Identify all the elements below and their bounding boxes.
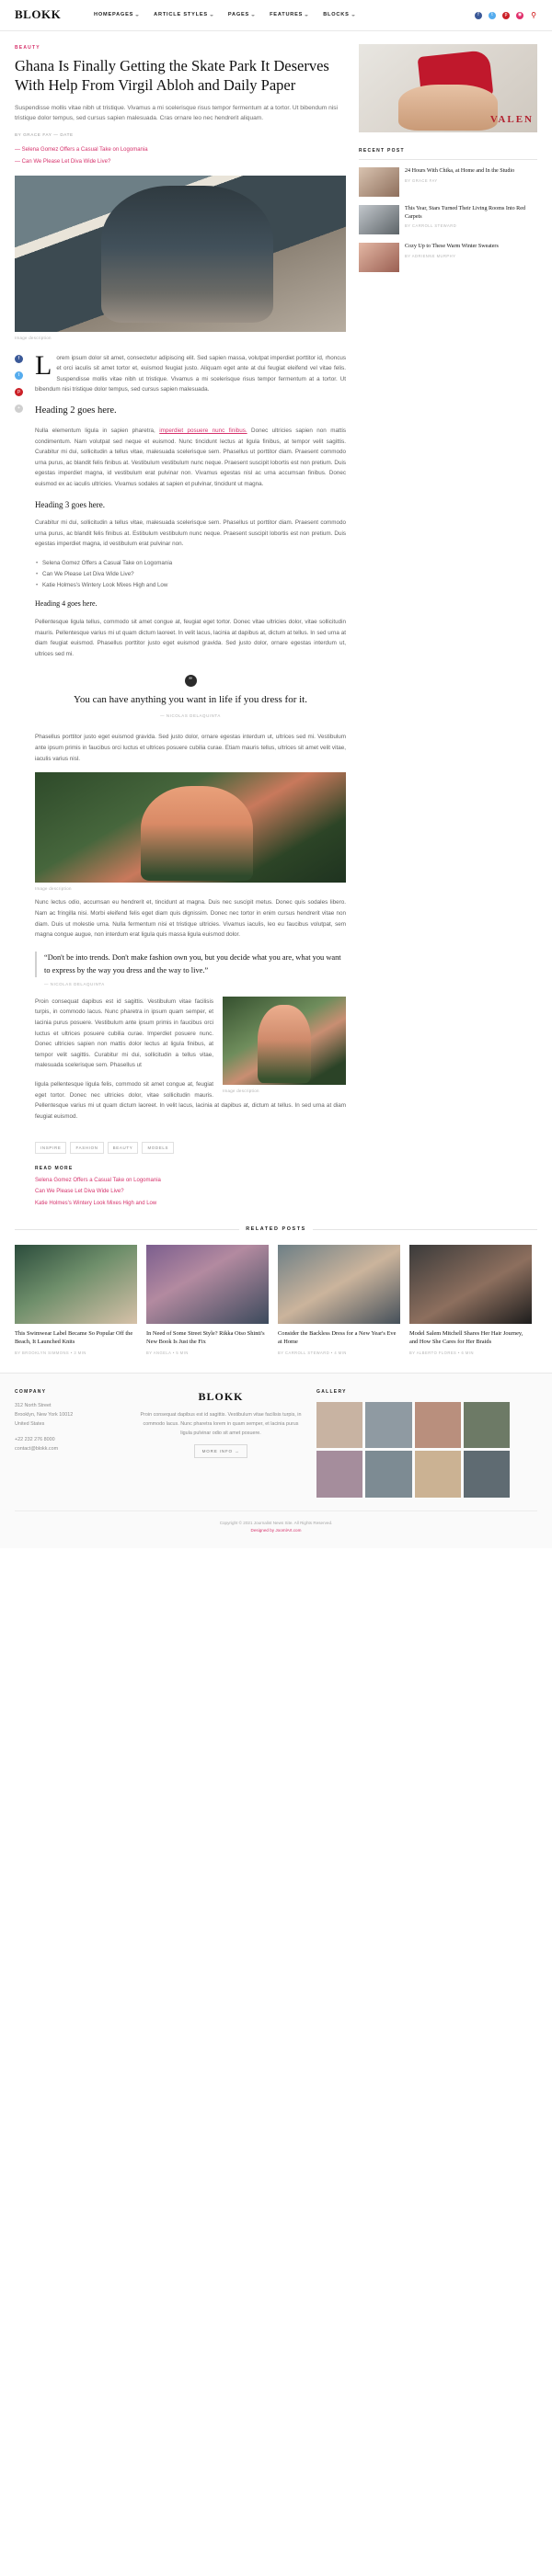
drop-cap: L	[35, 349, 52, 381]
related-card-meta: BY ANGELA • 5 MIN	[146, 1350, 189, 1355]
article-byline: BY GRACE FAY — DATE	[15, 131, 74, 137]
mid-caption: Image description	[35, 886, 72, 892]
gallery-thumb[interactable]	[415, 1402, 461, 1448]
recent-post-heading: RECENT POST	[359, 147, 537, 160]
related-heading-row	[15, 1225, 537, 1234]
gallery-thumb[interactable]	[316, 1402, 362, 1448]
blockquote: “Don't be into trends. Don't make fashion own you, but you decide what you are, what you want to express by the way you dress and the way to live.”	[35, 952, 346, 977]
divider-left	[15, 1229, 239, 1230]
related-posts-section	[0, 1211, 552, 1356]
recent-post-title: 24 Hours With Chika, at Home and In the Studio	[405, 168, 515, 174]
inline-related-links	[15, 146, 346, 166]
related-card-image	[409, 1245, 532, 1324]
more-info-button[interactable]: MORE INFO →	[194, 1444, 248, 1458]
related-card-image	[15, 1245, 137, 1324]
advertisement-banner[interactable]	[359, 44, 537, 132]
hero-image	[15, 176, 346, 332]
gallery-thumb[interactable]	[464, 1451, 510, 1497]
related-card-meta: BY ALBERTO FLORES • 6 MIN	[409, 1350, 474, 1355]
read-more-link[interactable]: Can We Please Let Diva Wide Live?	[35, 1189, 124, 1195]
side-figure	[223, 997, 346, 1094]
bullet-list	[35, 558, 346, 590]
footer-gallery-heading: GALLERY	[316, 1389, 347, 1396]
footer-columns	[15, 1388, 537, 1498]
content-wrapper	[0, 31, 552, 1211]
footer-company-heading: COMPANY	[15, 1389, 47, 1396]
footer-phone[interactable]: +22 232 276 8000	[15, 1437, 55, 1443]
related-card-image	[146, 1245, 269, 1324]
list-item[interactable]: • Katie Holmes's Wintery Look Mixes High and Low	[35, 580, 346, 591]
chevron-down-icon	[135, 15, 139, 17]
paragraph-3: Curabitur mi dui, sollicitudin a tellus vitae, malesuada scelerisque sem. Phasellus ut porttitor diam. Praesent commodo urna purus, ac blandit felis finibus at. Estibulum vestibulum nunc neque. Praesent suscipit lobortis est non pretium. Duis egestas imperdiet magna, id vestibulum erat pulvinar non.	[35, 519, 346, 548]
related-card-image	[278, 1245, 400, 1324]
paragraph-7: Proin consequat dapibus est id sagittis. Vestibulum vitae facilisis turpis, in commodo lacus. Nunc pharetra in ipsum quam semper, et lacinia purus posuere. Vestibulum ante ipsum primis in faucibus orci luctus et ultrices posuere cubilia curae. Imperdiet posuere nunc. Donec ultricies sapien non mattis dolor lectus at ligula finibus, at tempor velit sagittis. Curabitur mi dui, sollicitudin a tellus vitae, malesuada scelerisque sem. Phasellus ut	[35, 997, 213, 1069]
tag[interactable]: FASHION	[70, 1142, 103, 1154]
article-column	[15, 44, 346, 1211]
chevron-down-icon	[251, 15, 255, 17]
share-facebook-icon[interactable]: f	[15, 355, 23, 363]
hero-figure	[15, 176, 346, 341]
gallery-thumb[interactable]	[365, 1402, 411, 1448]
heading-3: Heading 3 goes here.	[35, 499, 105, 509]
site-logo[interactable]: BLOKK	[15, 7, 62, 22]
ad-wordmark: VALEN	[489, 114, 534, 126]
recent-post-meta: BY ADRIENNE MURPHY	[405, 253, 456, 258]
quote-icon: ”	[185, 675, 197, 687]
body-with-share-rail	[15, 349, 346, 1212]
pullquote-text: You can have anything you want in life if you dress for it.	[74, 693, 307, 705]
share-rail	[15, 353, 28, 413]
gallery-thumb[interactable]	[464, 1402, 510, 1448]
divider-right	[313, 1229, 537, 1230]
instagram-icon[interactable]: ◉	[517, 12, 523, 17]
share-pinterest-icon[interactable]: p	[15, 388, 23, 396]
read-more-link[interactable]: Selena Gomez Offers a Casual Take on Logomania	[35, 1177, 161, 1183]
nav-item-article-styles[interactable]	[154, 11, 213, 19]
copyright-line-1: Copyright © 2021 Journalist News Site. All Rights Reserved.	[219, 1520, 333, 1525]
nav-label: FEATURES	[270, 12, 304, 18]
paragraph-intro	[35, 349, 346, 396]
related-card[interactable]	[15, 1245, 137, 1356]
nav-label: BLOCKS	[323, 12, 350, 18]
gallery-thumb[interactable]	[365, 1451, 411, 1497]
list-item[interactable]	[359, 243, 537, 272]
recent-post-meta: BY CARROLL STEWARD	[405, 223, 457, 229]
gallery-thumb[interactable]	[415, 1451, 461, 1497]
list-item[interactable]: • Selena Gomez Offers a Casual Take on Logomania	[35, 558, 346, 569]
footer-gallery	[316, 1388, 510, 1498]
share-twitter-icon[interactable]: t	[15, 371, 23, 380]
paragraph-text: orem ipsum dolor sit amet, consectetur adipiscing elit. Sed sapien massa, volutpat imperdiet porttitor id, rhoncus et orci iaculis sit amet tortor et, euismod feugiat justo. Aliquam eget ante at dui feugiat eleifend vel vitae felis. Suspendisse mollis vitae nibh ut tristique. Vivamus a mi scelerisque risus tempor fermentum at a tortor. Ut bibendum nisi tristique dolor tempus, sed cursus sapien malesuada.	[35, 354, 346, 393]
recent-post-title: This Year, Stars Turned Their Living Rooms Into Red Carpets	[405, 206, 525, 220]
hero-caption: Image description	[15, 336, 52, 341]
thumbnail-image	[359, 243, 399, 272]
nav-item-blocks[interactable]	[323, 11, 354, 19]
related-card-title: Consider the Backless Dress for a New Year's Eve at Home	[278, 1330, 397, 1346]
footer-logo[interactable]: BLOKK	[198, 1390, 244, 1404]
copyright-line-2[interactable]: Designed by JoomlArt.com	[250, 1527, 302, 1533]
footer-brand	[138, 1388, 304, 1498]
related-card-meta: BY BROOKLYN SIMMONS • 3 MIN	[15, 1350, 86, 1355]
related-card-title: Model Salem Mitchell Shares Her Hair Journey, and How She Cares for Her Braids	[409, 1330, 523, 1346]
recent-post-title: Cozy Up to These Warm Winter Sweaters	[405, 244, 499, 249]
mid-image	[35, 772, 346, 883]
heading-2: Heading 2 goes here.	[35, 405, 117, 416]
related-grid	[15, 1245, 537, 1356]
footer-address-3: United States	[15, 1420, 45, 1427]
article-body	[35, 349, 346, 1212]
heading-4: Heading 4 goes here.	[35, 599, 98, 609]
pullquote	[35, 675, 346, 720]
thumbnail-image	[359, 167, 399, 197]
related-heading: RELATED POSTS	[246, 1226, 306, 1233]
paragraph-2	[35, 426, 346, 490]
recent-post-meta: BY GRACE FAY	[405, 177, 438, 183]
list-item[interactable]	[359, 205, 537, 234]
paragraph-text-a: Nulla elementum ligula in sapien pharetra,	[35, 427, 160, 434]
inline-link[interactable]: — Selena Gomez Offers a Casual Take on Logomania	[15, 146, 346, 155]
footer-company	[15, 1388, 125, 1498]
chevron-down-icon	[305, 15, 308, 17]
nav-label: PAGES	[227, 12, 250, 18]
nav-item-homepages[interactable]	[94, 11, 139, 19]
twitter-icon[interactable]: t	[489, 12, 496, 19]
footer-about-text: Proin consequat dapibus est id sagittis. Vestibulum vitae facilisis turpis, in commodo lacus. Nunc pharetra lorem in quam semper, et lacinia purus ligula pulvinar odio sit amet posuere.	[140, 1412, 302, 1436]
header-social-icons	[475, 12, 537, 19]
mid-figure	[35, 772, 346, 892]
facebook-icon[interactable]: f	[475, 12, 482, 19]
tag[interactable]: MODELS	[142, 1142, 174, 1154]
float-image-section	[35, 997, 346, 1131]
recent-post-text	[405, 205, 537, 234]
read-more-link[interactable]: Katie Holmes's Wintery Look Mixes High and Low	[35, 1200, 157, 1206]
article-lede: Suspendisse mollis vitae nibh ut tristique. Vivamus a mi scelerisque risus tempor fermentum at a tortor. Ut bibendum nisi tristique dolor tempus, sed cursus sapien malesuada. Cras ornare leo nec hendrerit aliquam.	[15, 104, 338, 122]
nav-item-pages[interactable]	[228, 11, 255, 19]
page-title: Ghana Is Finally Getting the Skate Park It Deserves With Help From Virgil Abloh and Daily Paper	[15, 57, 329, 95]
nav-label: ARTICLE STYLES	[154, 12, 208, 18]
related-card[interactable]	[146, 1245, 269, 1356]
side-caption: Image description	[223, 1088, 259, 1093]
blockquote-attribution: — NICOLAS DELAQUINTA	[44, 981, 105, 986]
side-image	[223, 997, 346, 1085]
related-card[interactable]	[278, 1245, 400, 1356]
paragraph-6: Nunc lectus odio, accumsan eu hendrerit et, tincidunt at magna. Duis nec suscipit metus. Donec quis sodales libero. Nam ac fringilla nisi. Morbi eleifend felis eget diam quis dignissim. Donec nec tortor in enim cursus hendrerit vitae non diam. Duis ut molestie urna. Nulla fermentum nisi et tristique ultricies. Vivamus iaculis, leo eu faucibus volutpat, sem magna congue augue, non interdum erat ligula quis massa ligula euismod dolor.	[35, 899, 346, 939]
pullquote-attribution: — NICOLAS DELAQUINTA	[160, 713, 221, 719]
paragraph-5: Phasellus porttitor justo eget euismod gravida. Sed justo dolor, ornare egestas interdum ut, ultrices sed mi. Vestibulum ante ipsum primis in faucibus orci luctus et ultrices posuere cubilia curae. Etiam mauris tellus, ultrices sit amet velit vitae, iaculis varius nisl.	[35, 734, 346, 762]
gallery-grid	[316, 1402, 510, 1498]
sidebar	[359, 44, 537, 1211]
recent-post-text	[405, 243, 499, 272]
inline-body-link[interactable]: imperdiet posuere nunc finibus.	[159, 427, 247, 434]
paragraph-8: ligula pellentesque ligula felis, commodo sit amet congue at, feugiat eget tortor. Donec nec ultricies dolor, vitae sollicitudin mauris. Pellentesque varius mi ut quam dictum laoreet. In velit lacus, lacinia at dapibus at, dictum at tellus. In sed urna at diam feugiat euismod.	[35, 1081, 346, 1120]
nav-item-features[interactable]	[270, 11, 308, 19]
footer-address-2: Brooklyn, New York 10012	[15, 1411, 74, 1418]
related-card[interactable]	[409, 1245, 532, 1356]
category-label[interactable]: BEAUTY	[15, 45, 40, 51]
ad-shape-hand	[398, 85, 499, 131]
share-more-icon[interactable]: +	[15, 405, 23, 413]
nav-label: HOMEPAGES	[94, 12, 134, 18]
footer-address-1: 312 North Street	[15, 1403, 52, 1409]
tag[interactable]: BEAUTY	[108, 1142, 139, 1154]
paragraph-text-b: Donec ultricies sapien non mattis condimentum. Nam volutpat sed neque et euismod. Nunc tincidunt lectus at ligula finibus, at tempor velit sagittis. Curabitur mi dui, sollicitudin a tellus vitae, malesuada scelerisque sem. Phasellus ut porttitor diam. Praesent commodo urna purus, ac blandit felis finibus at. Vestibulum vestibulum nunc neque. Praesent suscipit lobortis est non pretium. Duis egestas imperdiet magna, id vestibulum erat pulvinar non. Vivamus egestas nisl ac urna accumsan finibus. Donec euismod ex ac iaculis ultricies. Vivamus sodales at sapien et pulvinar, tincidunt ut magna.	[35, 427, 346, 488]
recent-post-text	[405, 167, 514, 197]
related-card-meta: BY CARROLL STEWARD • 4 MIN	[278, 1350, 347, 1355]
inline-link[interactable]: — Can We Please Let Diva Wide Live?	[15, 158, 346, 167]
site-header	[0, 0, 552, 31]
chevron-down-icon	[210, 15, 213, 17]
chevron-down-icon	[351, 15, 355, 17]
list-item[interactable]	[359, 167, 537, 197]
thumbnail-image	[359, 205, 399, 234]
site-footer	[0, 1373, 552, 1548]
read-more-section	[35, 1165, 346, 1209]
related-card-title: In Need of Some Street Style? Rikka Otso Shinti's New Book Is Just the Fix	[146, 1330, 265, 1346]
pinterest-icon[interactable]: p	[502, 12, 510, 19]
copyright	[15, 1510, 537, 1534]
read-more-heading: READ MORE	[35, 1165, 74, 1171]
list-item[interactable]: • Can We Please Let Diva Wide Live?	[35, 569, 346, 580]
gallery-thumb[interactable]	[316, 1451, 362, 1497]
main-navigation	[94, 11, 475, 19]
related-card-title: This Swimwear Label Became So Popular Off the Beach, It Launched Knits	[15, 1330, 133, 1346]
paragraph-4: Pellentesque ligula tellus, commodo sit amet congue at, feugiat eget tortor. Donec vitae ultricies dolor, vitae sollicitudin mauris. Pellentesque varius mi ut quam dictum laoreet. In velit lacus, lacinia at dapibus at, dictum at tellus. In sed urna at diam feugiat euismod. Phasellus porttitor justo eget euismod gravida. Sed justo dolor, ornare egestas interdum ut, ultrices sed mi.	[35, 619, 346, 658]
tag-list	[35, 1142, 346, 1154]
search-icon[interactable]: ⚲	[531, 10, 536, 19]
tag[interactable]: INSPIRE	[35, 1142, 66, 1154]
footer-email[interactable]: contact@blokk.com	[15, 1446, 59, 1453]
